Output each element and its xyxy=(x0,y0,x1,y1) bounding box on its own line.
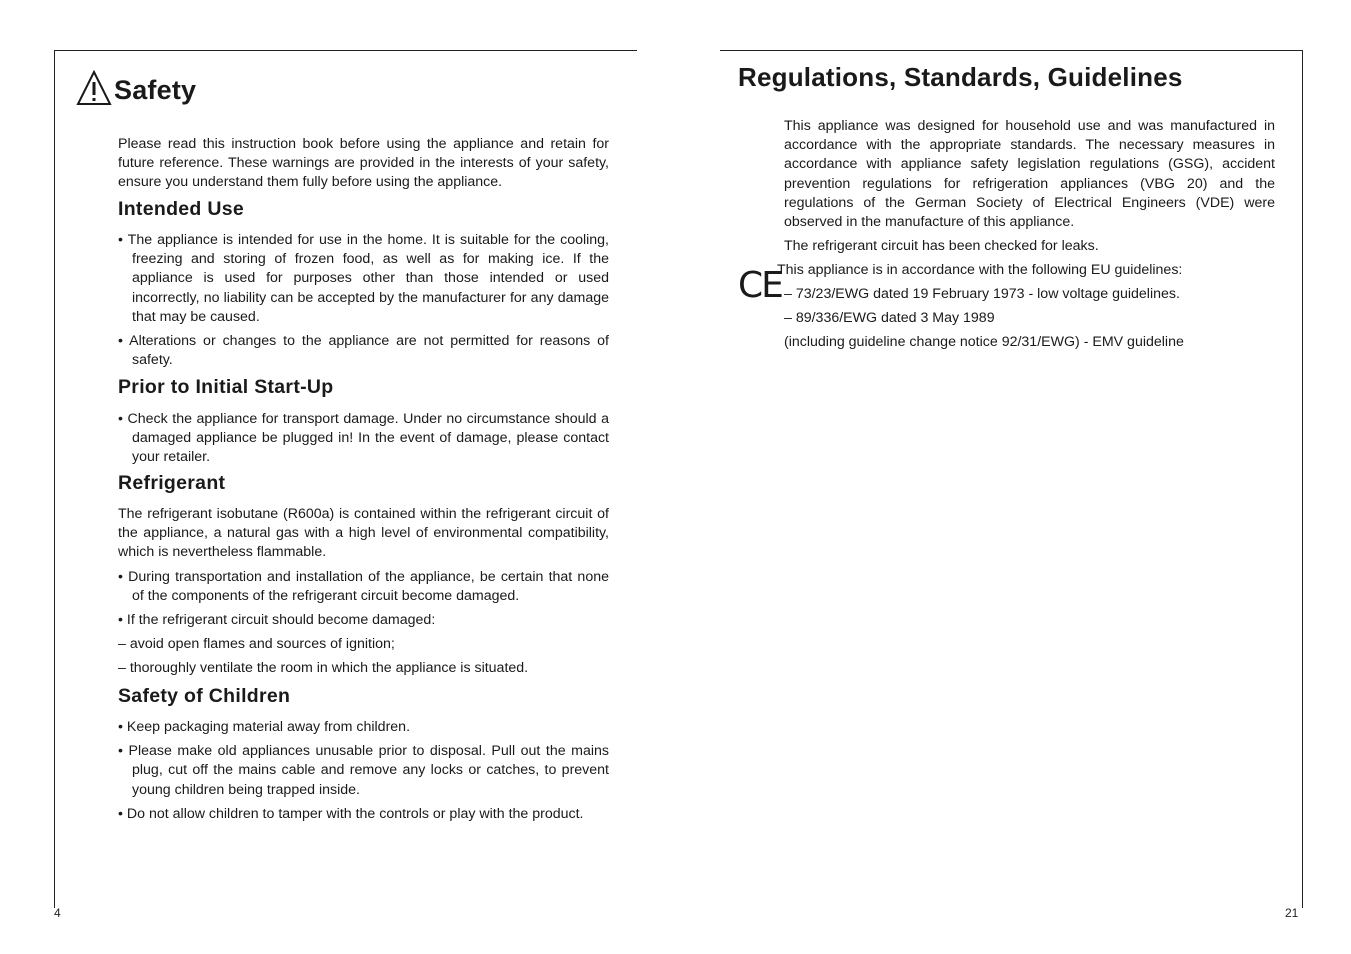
list-item: • Alterations or changes to the appliance are not permitted for reasons of safety. xyxy=(118,333,609,369)
list-item: • If the refrigerant circuit should become damaged: xyxy=(118,612,436,629)
prior-start-heading: Prior to Initial Start-Up xyxy=(118,376,334,398)
right-top-rule xyxy=(720,50,1303,51)
left-top-rule xyxy=(54,50,637,51)
refrigerant-text: The refrigerant isobutane (R600a) is contained within the refrigerant circuit of the appliance, a natural gas with a high level of environmental compatibility, which is nevertheless flammable. xyxy=(118,506,609,561)
refrigerant-section xyxy=(118,505,609,679)
list-item: – 89/336/EWG dated 3 May 1989 xyxy=(784,310,995,327)
list-item: – thoroughly ventilate the room in which the appliance is situated. xyxy=(118,660,529,677)
right-side-rule xyxy=(1302,50,1303,908)
regulations-para-2: The refrigerant circuit has been checked for leaks. xyxy=(784,238,1099,255)
eu-guidelines-list xyxy=(784,285,1275,353)
left-side-rule xyxy=(54,50,55,908)
regulations-para-1: This appliance was designed for household use and was manufactured in accordance with the appropriate standards. The necessary measures in accordance with appliance safety legislation regulations (GSG), accident prevention regulations for refrigeration appliances (VBG 20) and the regulations of the German Society of Electrical Engineers (VDE) were observed in the manufacture of this appliance. xyxy=(784,118,1275,231)
regulations-title: Regulations, Standards, Guidelines xyxy=(738,62,1183,92)
list-item: • The appliance is intended for use in the home. It is suitable for the cooling, freezing and storing of frozen food, as well as for making ice. If the appliance is used for purposes other than those intended or used incorrectly, no liability can be accepted by the manufacturer for any damage that may be caused. xyxy=(118,232,609,325)
intended-use-list xyxy=(118,231,609,370)
safety-title-text: Safety xyxy=(114,75,197,105)
refrigerant-heading: Refrigerant xyxy=(118,472,226,494)
list-item: • Do not allow children to tamper with the controls or play with the product. xyxy=(118,805,584,822)
eu-guidelines-intro: This appliance is in accordance with the following EU guidelines: xyxy=(777,262,1183,278)
regulations-body xyxy=(784,117,1275,256)
list-item: – avoid open flames and sources of ignition; xyxy=(118,636,395,653)
list-item: • Please make old appliances unusable prior to disposal. Pull out the mains plug, cut off the mains cable and remove any locks or catches, to prevent young children being trapped inside. xyxy=(118,743,609,798)
intended-use-heading: Intended Use xyxy=(118,198,245,220)
warning-triangle-icon xyxy=(76,70,112,106)
page-number-right: 21 xyxy=(1285,906,1299,920)
list-item: (including guideline change notice 92/31/EWG) - EMV guideline xyxy=(784,334,1184,351)
list-item: • Keep packaging material away from children. xyxy=(118,719,411,735)
children-list xyxy=(118,718,609,824)
list-item: • Check the appliance for transport damage. Under no circumstance should a damaged appliance be plugged in! In the event of damage, please contact your retailer. xyxy=(118,411,609,466)
page-number-left: 4 xyxy=(54,906,61,920)
children-heading: Safety of Children xyxy=(118,685,291,707)
list-item: – 73/23/EWG dated 19 February 1973 - low voltage guidelines. xyxy=(784,286,1180,302)
list-item: • During transportation and installation of the appliance, be certain that none of the components of the refrigerant circuit become damaged. xyxy=(118,568,609,604)
ce-mark-icon: CE xyxy=(738,265,782,306)
prior-start-list xyxy=(118,410,609,468)
safety-title xyxy=(76,70,196,106)
safety-intro: Please read this instruction book before using the appliance and retain for future reference. These warnings are provided in the interests of your safety, ensure you understand them fully before using the appliance. xyxy=(118,136,609,191)
